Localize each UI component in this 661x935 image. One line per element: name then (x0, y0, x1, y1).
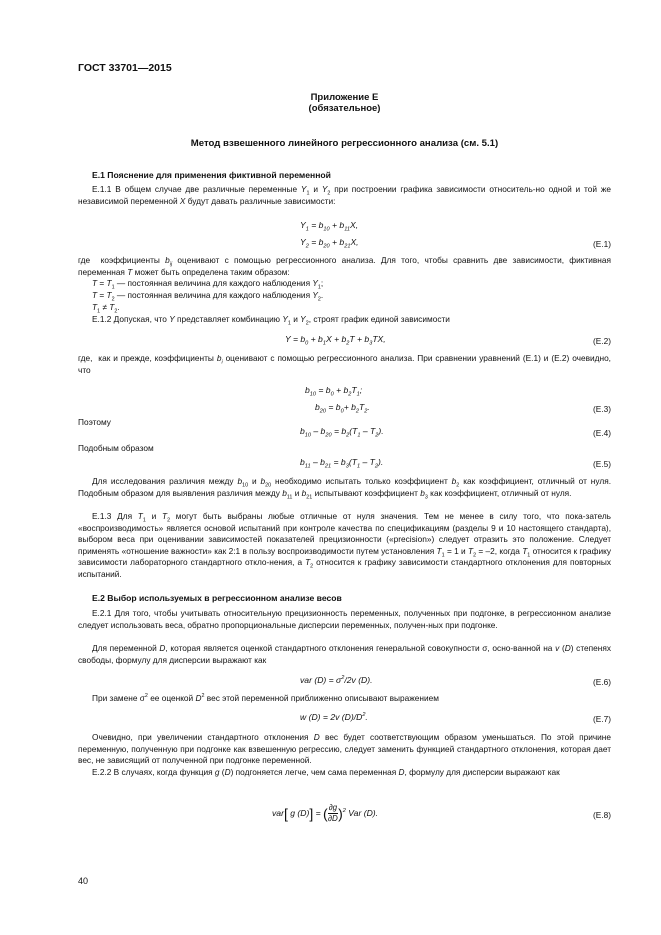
paragraph-e1-2: Е.1.2 Допуская, что Y представляет комбинацию $Y_1$ и $Y_2$, строят график единой зависимости (92, 314, 450, 327)
paragraph-differences: Для исследования различия между $b_{10}$ и $b_{20}$ необходимо испытать только коэффициент $b_2$ как коэффициент, отличный от нуля. Подобным образом для выявления различия между $b_{11}$ и $b_{21}$ испытывают коэффициент $b_3$ как коэффициент, отличный от нуля. (78, 476, 611, 501)
formula-y2: $Y_2 = b_{20} + b_{21}X$, (300, 237, 359, 250)
formula-e4: $b_{10} - b_{20} = b_2(T_1 - T_2)$. (300, 426, 384, 439)
paragraph-e2-2: Е.2.2 В случаях, когда функция g (D) подгоняется легче, чем сама переменная D, формулу для дисперсии выражают как (92, 767, 560, 777)
document-title: Метод взвешенного линейного регрессионного анализа (см. 5.1) (190, 138, 499, 149)
eq-label-e7: (Е.7) (593, 714, 611, 724)
paragraph-substitute: При замене $\sigma^2$ ее оценкой $D^2$ вес этой переменной приближенно описывают выражением (92, 693, 439, 703)
eq-label-e8: (Е.8) (593, 810, 611, 820)
formula-e5: $b_{11} - b_{21} = b_3(T_1 - T_2)$. (300, 457, 384, 470)
paragraph-where-1: где коэффициенты $b_{ij}$ оценивают с помощью регрессионного анализа. Для того, чтобы сравнить две зависимости, фиктивная переменная Т может быть определена таким образом: (78, 255, 611, 277)
section-e1-heading: Е.1 Пояснение для применения фиктивной переменной (92, 170, 331, 180)
paragraph-variance: Для переменной D, которая является оценкой стандартного отклонения генеральной совокупности σ, осно-ванной на v (D) степенях свободы, формулу для дисперсии выражают как (78, 643, 611, 665)
text-similarly: Подобным образом (78, 443, 154, 453)
formula-b20: $b_{20} = b_0+ b_2T_2$. (315, 402, 370, 415)
appendix-subtitle: (обязательное) (308, 103, 381, 114)
dummy-line-3: $Т_1 \ne Т_2$. (92, 302, 120, 315)
eq-label-e3: (Е.3) (593, 404, 611, 414)
section-e2-heading: Е.2 Выбор используемых в регрессионном анализе весов (92, 593, 342, 603)
page-number: 40 (78, 876, 89, 886)
eq-label-e4: (Е.4) (593, 428, 611, 438)
appendix-title: Приложение Е (310, 92, 379, 103)
eq-label-e5: (Е.5) (593, 459, 611, 469)
text-therefore: Поэтому (78, 417, 111, 427)
eq-label-e1: (Е.1) (593, 239, 611, 249)
formula-e6: var $(D) = \sigma^2/2v$ (D). (300, 675, 373, 685)
document-header: ГОСТ 33701—2015 (78, 62, 172, 74)
formula-e2: $Y = b_0 + b_1X + b_2T + b_3TX$, (285, 334, 386, 347)
eq-label-e6: (Е.6) (593, 677, 611, 687)
formula-e8: var[ g (D)] = ( $\frac{\partial g}{\partial D}$ )$^2$ Var (D). (272, 803, 379, 823)
paragraph-e1-1: Е.1.1 В общем случае две различные переменные $Y_1$ и $Y_2$ при построении графика зависимости относитель-но одной и той же независимой переменной Х будут давать различные зависимости: (78, 184, 612, 206)
paragraph-obviously: Очевидно, при увеличении стандартного отклонения D вес будет соответствующим образом уменьшаться. По этой причине переменную, полученную при подгонке как взвешенную регрессию, следует заменить функцией стандартного отклонения, которая дает вес, не зависящий от полученной при подгонке переменной. (78, 732, 611, 765)
paragraph-where-2: где, как и прежде, коэффициенты $b_i$ оценивают с помощью регрессионного анализа. При сравнении уравнений (Е.1) и (Е.2) очевидно, что (78, 353, 611, 375)
formula-b10: $b_{10} = b_0 + b_2T_1$; (305, 385, 363, 398)
dummy-line-2: $Т = Т_2$ — постоянная величина для каждого наблюдения $Y_2$. (92, 290, 324, 303)
paragraph-e2-1: Е.2.1 Для того, чтобы учитывать относительную прецизионность переменных, полученных при подгонке, в регрессионном анализе следует использовать веса, обратно пропорциональные дисперсии переменных, получен-ных при подгонке. (78, 608, 611, 630)
formula-y1: $Y_1 = b_{10} + b_{11}X$, (300, 220, 359, 233)
formula-e7: w (D) = 2v $(D)/D^2$. (300, 712, 368, 722)
eq-label-e2: (Е.2) (593, 336, 611, 346)
dummy-line-1: $Т = Т_1$ — постоянная величина для каждого наблюдения $Y_1$; (92, 278, 324, 291)
paragraph-e1-3: Е.1.3 Для $Т_1$ и $Т_2$ могут быть выбраны любые отличные от нуля значения. Тем не менее в силу того, что пока-затель «воспроизводимость» является основой испытаний при контроле качества по спецификациям (разделы 9 и 10 настоящего стандарта), выбором веса при оценивании зависимостей показателей прецизионности («precision») следует отразить это положение. Следует применять «отношение важности» как 2:1 в пользу воспроизводимости путем установления $Т_1 = 1$ и $Т_2 = -2$, когда $Т_1$ относится к графику зависимости лабораторного стандартного откло-нения, а $Т_2$ относится к графику зависимости стандартного отклонения для повторных испытаний. (78, 511, 612, 579)
